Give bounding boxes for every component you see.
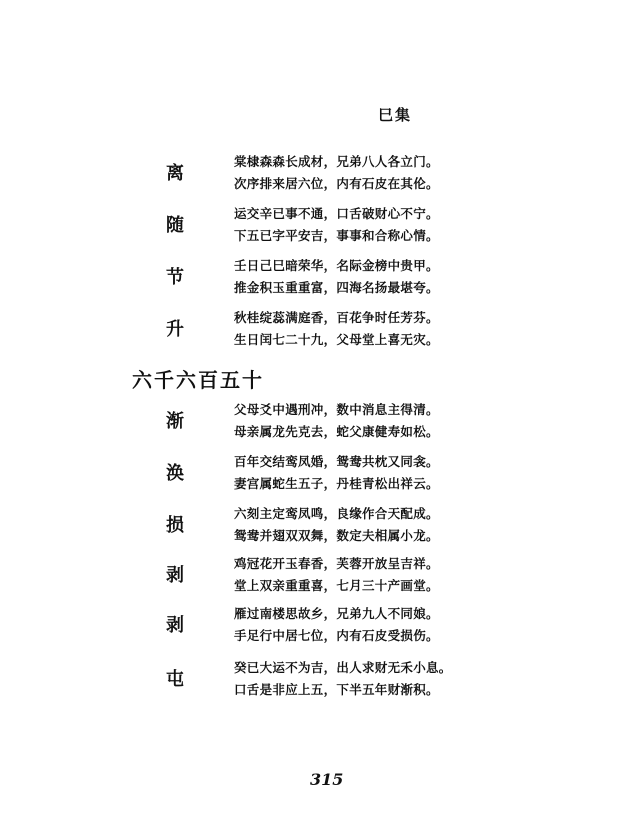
hexagram-label: 渐 — [166, 411, 184, 432]
verse-line: 妻宫属蛇生五子，丹桂青松出祥云。 — [234, 476, 439, 491]
verse-line: 雁过南楼思故乡，兄弟九人不同娘。 — [234, 606, 439, 621]
hexagram-label: 离 — [166, 163, 184, 184]
verse-line: 鸳鸯并翅双双舞，数定夫相属小龙。 — [234, 528, 439, 543]
verse-entry — [0, 454, 640, 500]
verse-line: 母亲属龙先克去，蛇父康健寿如松。 — [234, 424, 439, 439]
hexagram-label: 随 — [166, 215, 184, 236]
hexagram-label: 升 — [166, 319, 184, 340]
verse-entry — [0, 660, 640, 706]
verse-entry — [0, 402, 640, 448]
hexagram-label: 剥 — [166, 565, 184, 586]
section-heading: 六千六百五十 — [132, 368, 264, 392]
verse-line: 推金积玉重重富，四海名扬最堪夸。 — [234, 280, 439, 295]
verse-line: 手足行中居七位，内有石皮受损伤。 — [234, 628, 439, 643]
hexagram-label: 损 — [166, 515, 184, 536]
verse-line: 壬日己巳暗荣华，名际金榜中贵甲。 — [234, 258, 439, 273]
verse-entry — [0, 310, 640, 356]
hexagram-label: 剥 — [166, 615, 184, 636]
running-header: 巳集 — [378, 106, 413, 124]
verse-line: 六刻主定鸾凤鸣，良缘作合天配成。 — [234, 506, 439, 521]
hexagram-label: 屯 — [166, 669, 184, 690]
verse-entry — [0, 258, 640, 304]
verse-line: 堂上双亲重重喜，七月三十产画堂。 — [234, 578, 439, 593]
verse-entry — [0, 556, 640, 602]
verse-line: 百年交结鸾凤婚，鸳鸯共枕又同衾。 — [234, 454, 439, 469]
verse-line: 口舌是非应上五，下半五年财渐积。 — [234, 682, 439, 697]
verse-entry — [0, 506, 640, 552]
verse-line: 生日闰七二十九，父母堂上喜无灾。 — [234, 332, 439, 347]
verse-entry — [0, 206, 640, 252]
hexagram-label: 节 — [166, 267, 184, 288]
verse-entry — [0, 154, 640, 200]
verse-entry — [0, 606, 640, 652]
hexagram-label: 涣 — [166, 463, 184, 484]
verse-line: 父母爻中遇刑冲，数中消息主得清。 — [234, 402, 439, 417]
verse-line: 秋桂绽蕊满庭香，百花争时任芳芬。 — [234, 310, 439, 325]
verse-line: 棠棣森森长成材，兄弟八人各立门。 — [234, 154, 439, 169]
verse-line: 癸已大运不为吉，出人求财无禾小息。 — [234, 660, 452, 675]
verse-line: 次序排来居六位，内有石皮在其伦。 — [234, 176, 439, 191]
verse-line: 运交辛已事不通，口舌破财心不宁。 — [234, 206, 439, 221]
page-number: 315 — [310, 770, 344, 789]
verse-line: 下五已字平安吉，事事和合称心情。 — [234, 228, 439, 243]
verse-line: 鸡冠花开玉春香，芙蓉开放呈吉祥。 — [234, 556, 439, 571]
